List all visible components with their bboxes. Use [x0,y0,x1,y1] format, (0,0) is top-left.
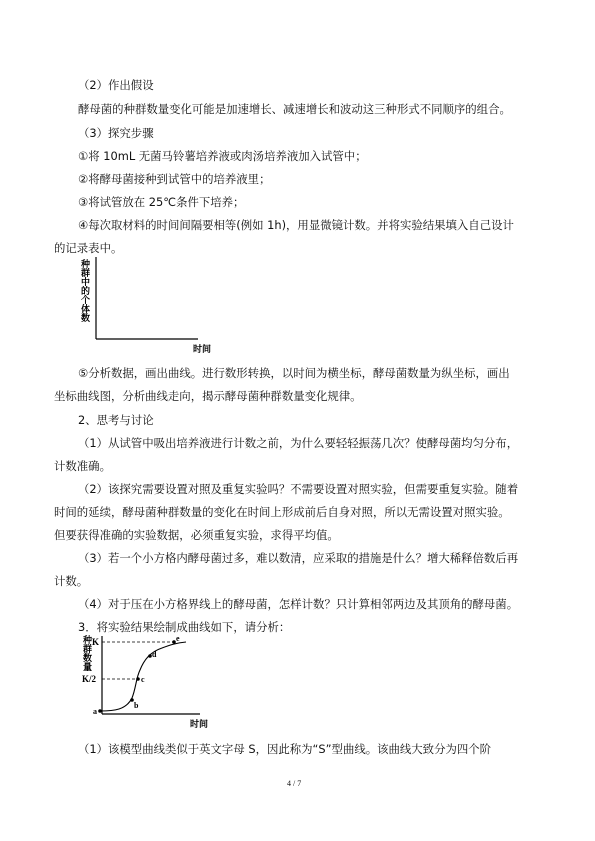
figure2-ylabel: 种群数量 [82,635,92,671]
discussion-2: （2）该探究需要设置对照及重复实验吗？不需要设置对照实验，但需要重复实验。随着 [78,482,519,496]
step-5: ⑤分析数据，画出曲线。进行数形转换，以时间为横坐标，酵母菌数量为纵坐标，画出 [78,366,510,380]
point-b-label: b [134,701,139,710]
figure2-xlabel: 时间 [190,719,209,729]
discussion-2-cont-a: 时间的延续，酵母菌种群数量的变化在时间上形成前后自身对照，所以无需设置对照实验。 [54,505,510,519]
step-5-cont: 坐标曲线图，分析曲线走向，揭示酵母菌种群数量变化规律。 [54,389,362,403]
discussion-1-cont: 计数准确。 [54,459,111,473]
point-e-label: e [176,634,180,643]
figure1-ylabel: 种群中的个体数 [80,259,90,322]
model-curve-text: （1）该模型曲线类似于英文字母 S，因此称为“S”型曲线。该曲线大致分为四个阶 [78,742,492,756]
point-a-label: a [93,707,97,716]
discussion-2-cont-b: 但要获得准确的实验数据，必须重复实验，求得平均值。 [54,528,339,542]
step-4-cont: 的记录表中。 [54,241,123,255]
step-3: ③将试管放在 25℃条件下培养； [78,195,245,209]
page-number: 4 / 7 [287,779,302,788]
discussion-4: （4）对于压在小方格界线上的酵母菌，怎样计数？只计算相邻两边及其顶角的酵母菌。 [78,597,519,611]
section-heading-discussion: 2、思考与讨论 [78,413,154,427]
point-a [98,709,102,713]
hypothesis-text: 酵母菌的种群数量变化可能是加速增长、减速增长和波动这三种形式不同顺序的组合。 [78,102,511,116]
section-heading-hypothesis: （2）作出假设 [78,78,154,92]
k2-label: K/2 [82,674,97,684]
step-4: ④每次取材料的时间间隔要相等(例如 1h)，用显微镜计数。并将实验结果填入自己设计 [78,218,514,232]
discussion-3: （3）若一个小方格内酵母菌过多，难以数清，应采取的措施是什么？增大稀释倍数后再 [78,551,519,565]
section-heading-curve: 3．将实验结果绘制成曲线如下，请分析： [78,620,291,634]
discussion-1: （1）从试管中吸出培养液进行计数之前，为什么要轻轻振荡几次？使酵母菌均匀分布， [78,436,519,450]
k-label: K [92,637,100,647]
step-2: ②将酵母菌接种到试管中的培养液里； [78,172,271,186]
point-d-label: d [152,650,157,659]
section-heading-steps: （3）探究步骤 [78,126,154,140]
figure1-xlabel: 时间 [193,344,212,354]
point-c [136,677,140,681]
blank-axes-figure [76,255,216,360]
discussion-3-cont: 计数。 [54,574,89,588]
s-curve-figure [74,632,214,732]
step-1: ①将 10mL 无菌马铃薯培养液或肉汤培养液加入试管中； [78,149,367,163]
point-c-label: c [141,675,145,684]
